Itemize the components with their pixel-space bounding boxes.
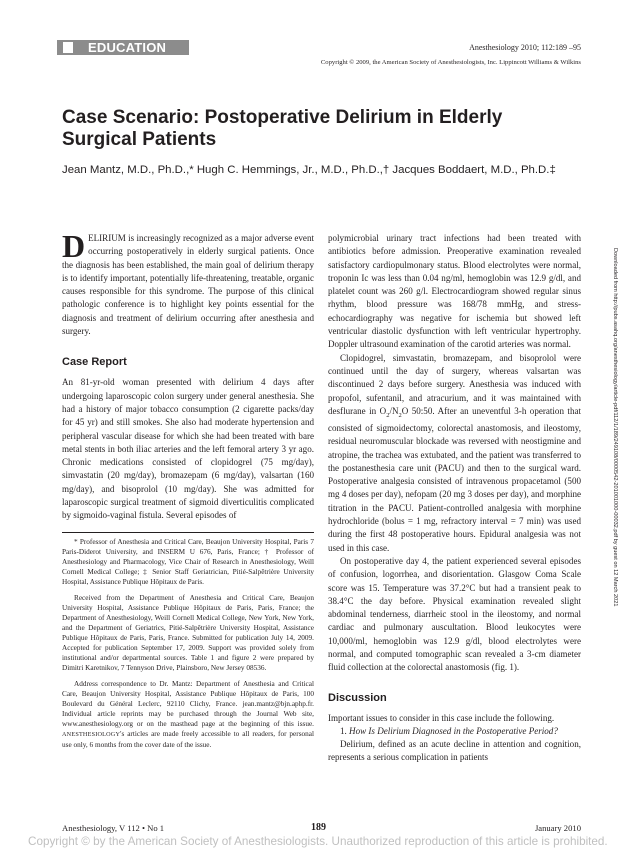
anesthesia-paragraph — [328, 352, 581, 555]
subscript: 2 — [386, 411, 390, 419]
case-report-heading: Case Report — [62, 356, 127, 369]
anesthesia-text-end: O 50:50. After an uneventful 3-h operation that consisted of sigmoidectomy, colorectal anastomosis, and ileostomy, residual neuromuscular blockade was reversed with neostigmine and atropine, the trachea was extubated, and the patient was transferred to the postanesthesia care unit (PACU) and then to the surgical ward. Postoperative analgesia consisted of intravenous propacetamol (500 mg 4 doses per day), nefopam (20 mg 3 doses per day), and morphine titration in the PACU. Patient-controlled analgesia with morphine hydrochloride (bolus = 1 mg, refractory interval = 7 min) was used during the first 48 postoperative hours. Epidural analgesia was not used in this case. — [328, 405, 581, 553]
left-column — [62, 228, 314, 750]
page-number: 189 — [311, 822, 326, 833]
intro-paragraph — [62, 228, 314, 338]
section-banner-square — [63, 42, 73, 53]
article-title: Case Scenario: Postoperative Delirium in Elderly Surgical Patients — [62, 107, 503, 150]
question-1-answer: Delirium, defined as an acute decline in attention and cognition, represents a serious complication in patients — [328, 739, 581, 763]
right-column — [328, 232, 581, 765]
drop-cap: D — [62, 228, 86, 264]
question-number: 1. — [340, 725, 350, 736]
question-1 — [328, 725, 581, 738]
journal-reference: Anesthesiology 2010; 112:189 –95 — [469, 43, 581, 52]
footer-date: January 2010 — [534, 823, 581, 833]
postop-day4-paragraph: On postoperative day 4, the patient experienced several episodes of confusion, logorrhea, and disorientation. Glasgow Coma Scale score was 15. Temperature was 37.2°C but had a transient peak to 38.4°C the day before. Physical examination revealed slight abdominal tenderness, diarrheic stool in the ileostomy, and normal cardiac and pulmonary auscultation. Blood leukocytes were 10,000/ml, hemoglobin was 12.9 g/dl, blood electrolytes were normal, and computed tomographic scan revealed a 3-cm diameter fluid collection at the colorectal anastomosis (fig. 1). — [328, 555, 581, 673]
correspondence-text-end: 's articles are made freely accessible to all readers, for personal use only, 6 months from the cover date of the issue. — [62, 729, 314, 749]
correspondence-text: Address correspondence to Dr. Mantz: Department of Anesthesia and Critical Care, Beaujon University Hospital, Assistance Publique Hôpitaux de Paris, 100 Boulevard du Général Leclerc, 92110 Clichy, France. jean.mantz@bjn.aphp.fr. Individual article reprints may be purchased through the Journal Web site, www.anesthesiology.org or on the masthead page at the beginning of this issue. — [62, 679, 314, 728]
download-side-note — [612, 248, 618, 618]
footer-journal: Anesthesiology, V 112 • No 1 — [62, 823, 165, 833]
download-side-note-text: Downloaded from http://pubs.asahq.org/anesthesiology/article-pdf/112/1/189/249108/0000542-201001000-00032.pdf by guest on 12 March 2021 — [612, 248, 618, 607]
discussion-heading: Discussion — [328, 691, 387, 704]
anesthesia-text: Clopidogrel, simvastatin, bromazepam, and bisoprolol were continued until the day of surgery, whereas valsartan was discontinued 2 days before surgery. Anesthesia was induced with propofol, sufentanil, and atracurium, and it was maintained with desflurane in O — [328, 352, 581, 416]
footnote-affiliations: * Professor of Anesthesia and Critical Care, Beaujon University Hospital, Paris 7 Paris-Diderot University, and INSERM U 676, Paris, France; † Professor of Anesthesiology and Pharmacology, Vice Chair of Research in Anesthesiology, Weill Cornell Medical College; ‡ Senior Staff Geriatrician, Pitié-Salpêtrière University Hospital, Assistance Publique Hôpitaux de Paris. — [62, 537, 314, 586]
anesthesia-text-mid: /N — [389, 405, 399, 416]
case-report-paragraph: An 81-yr-old woman presented with delirium 4 days after undergoing laparoscopic colon surgery under general anesthesia. She had a history of major tobacco consumption (2 cigarette packs/day for 45 yr) and still smokes. She also had moderate hypertension and peripheral vascular disease for which she had been treated with bare metal stents in both iliac arteries and the left femoral artery 3 yr ago. Chronic medications consisted of clopidogrel (75 mg/day), simvastatin (20 mg/day), bromazepam (6 mg/day), valsartan (160 mg/day), and bisoprolol (10 mg/day). She was admitted for laparoscopic surgical treatment of sigmoid diverticulitis complicated by sigmoido-vaginal fistula. Several episodes of — [62, 377, 314, 521]
intro-text: is increasingly recognized as a major adverse event occurring postoperatively in elderly surgical patients. Once the diagnosis has been established, the main goal of delirium therapy is to identify important, potentially life-threatening, treatable, organic causes responsible for this syndrome. The purpose of this clinical pathologic conference is to highlight key points essential for the diagnosis and treatment of delirium occurring after anesthesia and surgery. — [62, 233, 314, 337]
case-continued-paragraph: polymicrobial urinary tract infections had been treated with antibiotics before admission. Preoperative examination revealed satisfactory cardiopulmonary status. Blood electrolytes were normal, troponin Ic was less than 0.04 ng/ml, hemoglobin was 12.9 g/dl, and platelet count was 260 g/l. Electrocardiogram showed regular sinus rhythm, blood pressure was 168/78 mmHg, and stress-echocardiography was negative for ischemia but showed left ventricular diastolic dysfunction with left ventricular hypertrophy. Doppler ultrasound examination of the carotid arteries was normal. — [328, 233, 581, 350]
copyright-watermark: Copyright © by the American Society of Anesthesiologists. Unauthorized reproduction of this article is prohibited. — [28, 835, 608, 848]
question-text: How Is Delirium Diagnosed in the Postoperative Period? — [349, 725, 558, 736]
discussion-intro: Important issues to consider in this case include the following. — [328, 712, 555, 723]
author-list: Jean Mantz, M.D., Ph.D.,* Hugh C. Hemmings, Jr., M.D., Ph.D.,† Jacques Boddaert, M.D., Ph.D.‡ — [62, 164, 556, 176]
intro-first-word: ELIRIUM — [88, 233, 126, 243]
subscript: 2 — [398, 411, 402, 419]
copyright-line: Copyright © 2009, the American Society of Anesthesiologists, Inc. Lippincott Williams & Wilkins — [320, 59, 581, 66]
footnote-received: Received from the Department of Anesthesia and Critical Care, Beaujon University Hospital, Assistance Publique Hôpitaux de Paris, Paris, France; the Department of Anesthesiology, Weill Cornell Medical College, New York, New York, and the Department of Geriatrics, Pitié-Salpêtrière University Hospital, Assistance Publique Hôpitaux de Paris, Paris, France. Submitted for publication July 14, 2009. Accepted for publication September 17, 2009. Support was provided solely from institutional and/or departmental sources. Table 1 and figure 2 were prepared by Dimitri Karetnikov, 7 Tennyson Drive, Plainsboro, New Jersey 08536. — [62, 593, 314, 672]
footnote-correspondence — [62, 679, 314, 750]
section-label: EDUCATION — [88, 40, 167, 55]
journal-name-smallcaps: ANESTHESIOLOGY — [62, 730, 121, 738]
